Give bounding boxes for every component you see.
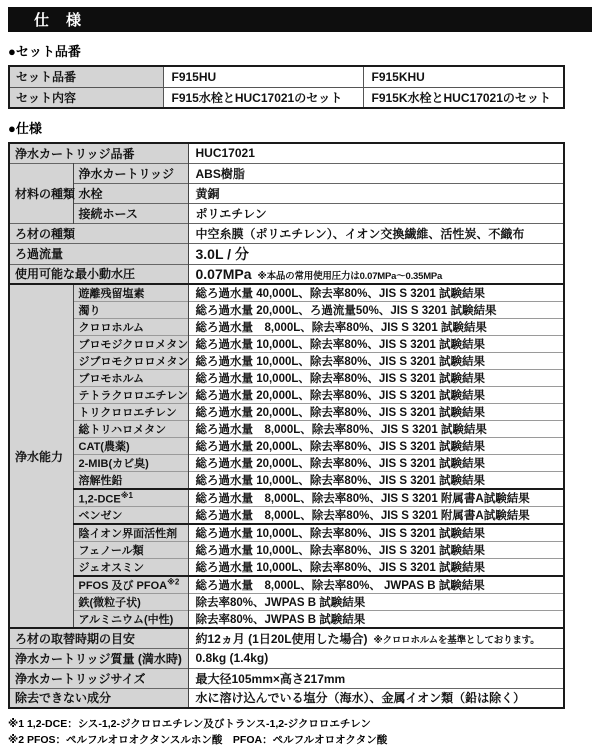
spec-table-row [9, 421, 564, 438]
spec-row-value [188, 336, 564, 353]
value-text: 総ろ過水量 8,000L、除去率80%、 JWPAS B 試験結果 [195, 580, 485, 592]
row-value: F915HU [163, 66, 363, 87]
footnote-ref: ※1 [120, 490, 133, 500]
value-text: 総ろ過水量 10,000L、除去率80%、JIS S 3201 試験結果 [195, 562, 486, 574]
spec-table-row [9, 319, 564, 336]
spec-row-value [188, 648, 564, 668]
spec-row-value [188, 611, 564, 629]
spec-table-row [9, 143, 564, 163]
section-heading-spec: ●仕様 [8, 121, 42, 136]
value-text: 総ろ過水量 20,000L、除去率80%、JIS S 3201 試験結果 [195, 458, 486, 470]
spec-row-label: 1,2-DCE$^{※1}$ [73, 489, 188, 507]
value-note: ※本品の常用使用圧力は0.07MPa～0.35MPa [257, 270, 443, 282]
spec-table-row [9, 183, 564, 203]
spec-row-label: 浄水カートリッジ [73, 163, 188, 183]
value-text: 総ろ過水量 20,000L、除去率80%、JIS S 3201 試験結果 [195, 407, 486, 419]
spec-row-label: PFOS 及び PFOA$^{※2}$ [73, 576, 188, 594]
spec-table-row [9, 594, 564, 611]
spec-row-value [188, 438, 564, 455]
value-text: 除去率80%、JWPAS B 試験結果 [195, 614, 366, 626]
spec-row-label: アルミニウム(中性) [73, 611, 188, 629]
value-text: 総ろ過水量 8,000L、除去率80%、JIS S 3201 試験結果 [195, 424, 487, 436]
spec-table-row [9, 611, 564, 629]
spec-row-label: 浄水カートリッジ質量 (満水時) [9, 648, 188, 668]
value-text: 総ろ過水量 8,000L、除去率80%、JIS S 3201 試験結果 [195, 322, 487, 334]
spec-row-label: 接続ホース [73, 203, 188, 223]
footnote-1: ※1 1,2-DCE：シス-1,2-ジクロロエチレン及びトランス-1,2-ジクロロエチレン [8, 718, 371, 730]
set-table-row [9, 87, 564, 108]
footnotes [8, 717, 592, 749]
value-text: 総ろ過水量 10,000L、除去率80%、JIS S 3201 試験結果 [195, 545, 486, 557]
spec-table-row [9, 668, 564, 688]
spec-row-label: 濁り [73, 302, 188, 319]
spec-row-value [188, 387, 564, 404]
spec-row-value [188, 472, 564, 490]
page-title-bar [8, 7, 592, 32]
page-title: 仕 様 [34, 12, 83, 29]
value-text: 総ろ過水量 10,000L、除去率80%、JIS S 3201 試験結果 [195, 475, 486, 487]
spec-row-value [188, 507, 564, 525]
value-text: 除去率80%、JWPAS B 試験結果 [195, 597, 366, 609]
spec-group-label: 材料の種類 [9, 163, 73, 223]
spec-row-label: 遊離残留塩素 [73, 284, 188, 302]
spec-row-value [188, 163, 564, 183]
spec-table-row [9, 284, 564, 302]
spec-table-row [9, 438, 564, 455]
spec-table-row [9, 203, 564, 223]
row-label: セット品番 [9, 66, 163, 87]
spec-row-value [188, 404, 564, 421]
spec-row-label: 陰イオン界面活性剤 [73, 524, 188, 542]
value-note: ※クロロホルムを基準としております。 [373, 634, 540, 646]
spec-row-label: 使用可能な最小動水圧 [9, 264, 188, 284]
spec-row-value [188, 319, 564, 336]
spec-row-label: ジェオスミン [73, 559, 188, 577]
value-text: 黄銅 [195, 186, 220, 201]
spec-row-label: ベンゼン [73, 507, 188, 525]
spec-row-value [188, 370, 564, 387]
spec-row-value [188, 455, 564, 472]
value-text: 総ろ過水量 20,000L、ろ過流量50%、JIS S 3201 試験結果 [195, 305, 497, 317]
spec-table-row [9, 243, 564, 264]
spec-row-value [188, 576, 564, 594]
value-text: 総ろ過水量 8,000L、除去率80%、JIS S 3201 附属書A試験結果 [195, 510, 530, 522]
spec-row-value [188, 668, 564, 688]
spec-row-label: 浄水カートリッジサイズ [9, 668, 188, 688]
spec-table-row [9, 223, 564, 243]
spec-row-value [188, 628, 564, 648]
spec-row-value [188, 223, 564, 243]
spec-row-value [188, 489, 564, 507]
set-table-row [9, 66, 564, 87]
spec-row-value [188, 524, 564, 542]
spec-row-value [188, 688, 564, 708]
spec-row-label: フェノール類 [73, 542, 188, 559]
value-text: ポリエチレン [195, 206, 267, 221]
spec-row-label: 水栓 [73, 183, 188, 203]
spec-row-value [188, 542, 564, 559]
spec-group-label: 浄水能力 [9, 284, 73, 628]
spec-table-row [9, 404, 564, 421]
footnote-2: ※2 PFOS：ペルフルオロオクタンスルホン酸 PFOA：ペルフルオロオクタン酸 [8, 733, 388, 746]
value-text: 最大径105mm×高さ217mm [195, 671, 346, 686]
spec-table-row [9, 472, 564, 490]
value-text: 水に溶け込んでいる塩分（海水）、金属イオン類（鉛は除く） [195, 691, 526, 706]
spec-row-label: 2-MIB(カビ臭) [73, 455, 188, 472]
section-heading-set-number: ●セット品番 [8, 44, 81, 59]
value-text: 中空糸膜（ポリエチレン）、イオン交換繊維、活性炭、不織布 [195, 226, 525, 241]
spec-table-row [9, 264, 564, 284]
spec-row-label: ろ材の取替時期の目安 [9, 628, 188, 648]
value-text: 総ろ過水量 10,000L、除去率80%、JIS S 3201 試験結果 [195, 528, 486, 540]
spec-row-value [188, 302, 564, 319]
spec-row-label: ジブロモクロロメタン [73, 353, 188, 370]
value-text: 総ろ過水量 40,000L、除去率80%、JIS S 3201 試験結果 [195, 288, 486, 300]
value-text: 総ろ過水量 10,000L、除去率80%、JIS S 3201 試験結果 [195, 339, 486, 351]
spec-row-value [188, 183, 564, 203]
spec-row-label: 総トリハロメタン [73, 421, 188, 438]
spec-row-value [188, 143, 564, 163]
spec-row-label: 鉄(微粒子状) [73, 594, 188, 611]
set-number-table [8, 65, 565, 109]
value-text: 3.0L / 分 [195, 245, 249, 262]
value-text: 総ろ過水量 10,000L、除去率80%、JIS S 3201 試験結果 [195, 373, 486, 385]
spec-table [8, 142, 565, 709]
spec-table-row [9, 648, 564, 668]
value-text: 0.8kg (1.4kg) [195, 651, 269, 665]
spec-row-label: 除去できない成分 [9, 688, 188, 708]
spec-row-label: 浄水カートリッジ品番 [9, 143, 188, 163]
spec-table-row [9, 507, 564, 525]
spec-row-label: クロロホルム [73, 319, 188, 336]
spec-table-row [9, 628, 564, 648]
spec-table-row [9, 455, 564, 472]
value-text: 総ろ過水量 20,000L、除去率80%、JIS S 3201 試験結果 [195, 441, 486, 453]
spec-row-value [188, 264, 564, 284]
value-text: ABS樹脂 [195, 166, 245, 181]
spec-table-row [9, 542, 564, 559]
value-text: HUC17021 [195, 146, 255, 161]
spec-table-row [9, 489, 564, 507]
spec-row-label: 溶解性鉛 [73, 472, 188, 490]
spec-row-label: ろ材の種類 [9, 223, 188, 243]
spec-table-row [9, 576, 564, 594]
spec-row-label: トリクロロエチレン [73, 404, 188, 421]
value-text: 総ろ過水量 10,000L、除去率80%、JIS S 3201 試験結果 [195, 356, 486, 368]
spec-table-row [9, 524, 564, 542]
spec-table-row [9, 387, 564, 404]
value-text: 総ろ過水量 8,000L、除去率80%、JIS S 3201 附属書A試験結果 [195, 493, 530, 505]
spec-table-row [9, 370, 564, 387]
row-value: F915KHU [363, 66, 564, 87]
row-value: F915水栓とHUC17021のセット [163, 87, 363, 108]
value-text: 約12ヵ月 (1日20L使用した場合) [195, 631, 368, 646]
footnote-ref: ※2 [167, 577, 180, 587]
row-label: セット内容 [9, 87, 163, 108]
spec-row-label: ろ過流量 [9, 243, 188, 264]
spec-table-row [9, 302, 564, 319]
value-text: 0.07MPa [195, 265, 252, 282]
spec-row-value [188, 594, 564, 611]
spec-row-value [188, 353, 564, 370]
value-text: 総ろ過水量 20,000L、除去率80%、JIS S 3201 試験結果 [195, 390, 486, 402]
spec-row-value [188, 559, 564, 577]
spec-table-row [9, 688, 564, 708]
spec-table-row [9, 163, 564, 183]
spec-row-value [188, 243, 564, 264]
row-value: F915K水栓とHUC17021のセット [363, 87, 564, 108]
spec-row-value [188, 284, 564, 302]
spec-table-row [9, 559, 564, 577]
spec-row-label: ブロモホルム [73, 370, 188, 387]
spec-row-label: CAT(農薬) [73, 438, 188, 455]
spec-table-row [9, 353, 564, 370]
spec-row-value [188, 421, 564, 438]
spec-row-label: テトラクロロエチレン [73, 387, 188, 404]
spec-table-row [9, 336, 564, 353]
spec-row-label: ブロモジクロロメタン [73, 336, 188, 353]
spec-row-value [188, 203, 564, 223]
